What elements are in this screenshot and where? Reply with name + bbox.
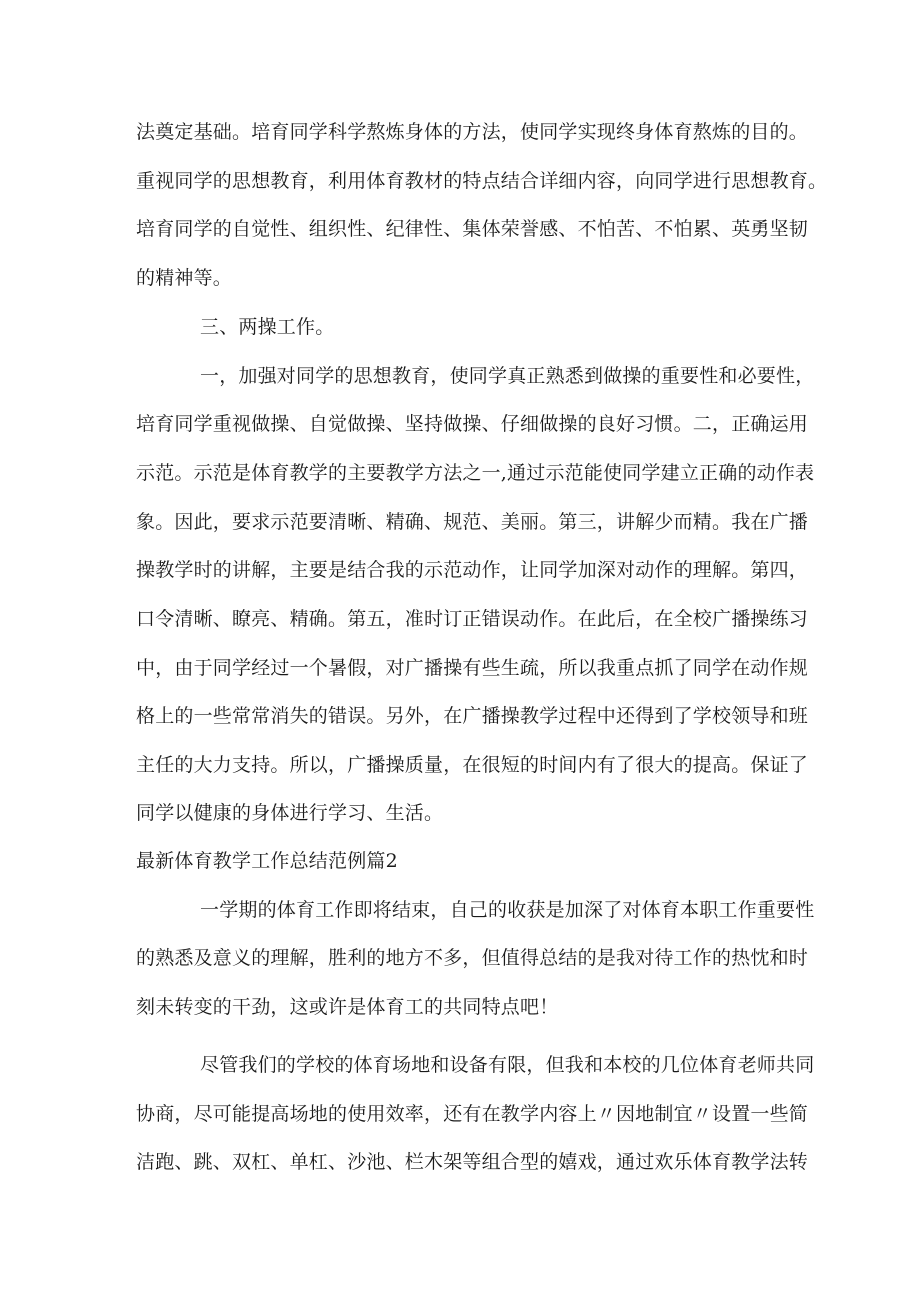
body-text-line: 重视同学的思想教育，利用体育教材的特点结合详细内容，向同学进行思想教育。 bbox=[136, 170, 828, 192]
body-text-line: 同学以健康的身体进行学习、生活。 bbox=[136, 802, 444, 824]
body-text-line: 培育同学重视做操、自觉做操、坚持做操、仔细做操的良好习惯。二，正确运用 bbox=[136, 413, 809, 435]
body-text-line: 培育同学的自觉性、组织性、纪律性、集体荣誉感、不怕苦、不怕累、英勇坚韧 bbox=[136, 218, 809, 240]
body-text-line: 格上的一些常常消失的错误。另外，在广播操教学过程中还得到了学校领导和班 bbox=[136, 705, 809, 727]
body-text-line: 一学期的体育工作即将结束，自己的收获是加深了对体育本职工作重要性 bbox=[200, 899, 815, 921]
body-text-line: 协商，尽可能提高场地的使用效率，还有在教学内容上〃因地制宜〃设置一些简 bbox=[136, 1103, 809, 1125]
body-text-line: 的精神等。 bbox=[136, 267, 233, 289]
body-text-line: 中，由于同学经过一个暑假，对广播操有些生疏，所以我重点抓了同学在动作规 bbox=[136, 657, 809, 679]
body-text-line: 一，加强对同学的思想教育，使同学真正熟悉到做操的重要性和必要性， bbox=[200, 365, 815, 387]
body-text-line: 操教学时的讲解，主要是结合我的示范动作，让同学加深对动作的理解。第四， bbox=[136, 559, 809, 581]
body-text-line: 刻未转变的干劲，这或许是体育工的共同特点吧！ bbox=[136, 996, 559, 1018]
body-text-line: 洁跑、跳、双杠、单杠、沙池、栏木架等组合型的嬉戏，通过欢乐体育教学法转 bbox=[136, 1151, 809, 1173]
body-text-line: 象。因此，要求示范要清晰、精确、规范、美丽。第三，讲解少而精。我在广播 bbox=[136, 511, 809, 533]
body-text-line: 主任的大力支持。所以，广播操质量，在很短的时间内有了很大的提高。保证了 bbox=[136, 754, 809, 776]
body-text-line: 法奠定基础。培育同学科学熬炼身体的方法，使同学实现终身体育熬炼的目的。 bbox=[136, 121, 809, 143]
body-text-line: 示范。示范是体育教学的主要教学方法之一,通过示范能使同学建立正确的动作表 bbox=[136, 462, 815, 484]
body-text-line: 口令清晰、瞭亮、精确。第五，准时订正错误动作。在此后，在全校广播操练习 bbox=[136, 608, 809, 630]
body-text-line: 尽管我们的学校的体育场地和设备有限，但我和本校的几位体育老师共同 bbox=[200, 1054, 815, 1076]
body-text-line: 的熟悉及意义的理解，胜利的地方不多，但值得总结的是我对待工作的热忱和时 bbox=[136, 947, 809, 969]
article-heading: 最新体育教学工作总结范例篇2 bbox=[136, 850, 398, 872]
section-heading: 三、两操工作。 bbox=[200, 316, 335, 338]
